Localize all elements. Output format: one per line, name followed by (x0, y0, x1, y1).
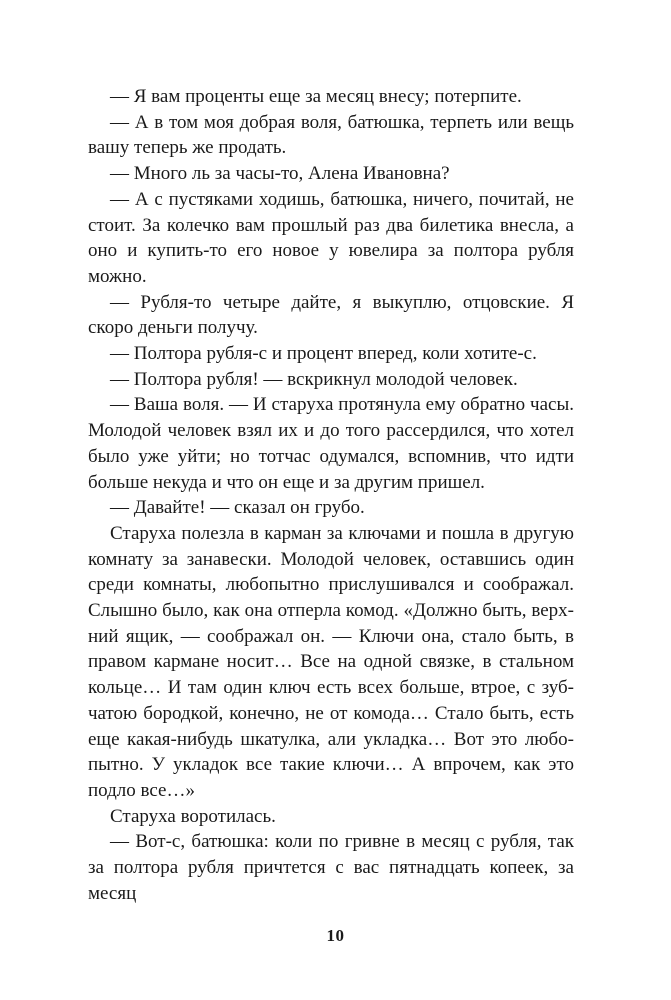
paragraph: — Ваша воля. — И старуха протянула ему обратно часы. Молодой человек взял их и до того рассердился, что хотел было уже уйти; но тотчас одумался, вспомнив, что идти больше некуда и что он еще и за другим пришел. (88, 394, 574, 493)
paragraph: Старуха воротилась. (110, 805, 276, 827)
paragraph: — Вот-с, батюшка: коли по гривне в месяц с рубля, так за полтора рубля причтется с вас пятнадцать копеек, за месяц (88, 831, 574, 904)
paragraph: — Полтора рубля! — вскрикнул молодой человек. (110, 368, 518, 390)
paragraph: — Давайте! — сказал он грубо. (110, 497, 365, 519)
paragraph: — А в том моя добрая воля, батюшка, терпеть или вещь вашу теперь же продать. (88, 111, 574, 159)
page-number: 10 (326, 926, 345, 945)
paragraph: — Полтора рубля-с и процент вперед, коли хотите-с. (110, 343, 537, 365)
paragraph: Старуха полезла в карман за ключами и пошла в другую комнату за занавески. Молодой человек, оставшись один среди комнаты, любопытно прислушивался и соображал. Слышно было, как она отперла комод. «Должно быть, верхний ящик, — соображал он. — Ключи она, стало быть, в правом кармане носит… Все на одной связке, в стальном кольце… И там один ключ есть всех больше, втрое, с зубчатою бородкой, конечно, не от комода… Стало быть, есть еще какая-нибудь шкатулка, али укладка… Вот это любопытно. У укладок все такие ключи… А впрочем, как это подло все…» (88, 522, 574, 801)
book-page-text (88, 84, 574, 907)
paragraph: — Я вам проценты еще за месяц внесу; потерпите. (110, 86, 522, 107)
paragraph: — А с пустяками ходишь, батюшка, ничего, почитай, не стоит. За колечко вам прошлый раз два билетика внесла, а оно и купить-то его новое у ювелира за полтора рубля можно. (88, 188, 574, 287)
paragraph: — Рубля-то четыре дайте, я выкуплю, отцовские. Я скоро деньги получу. (88, 291, 574, 339)
paragraph: — Много ль за часы-то, Алена Ивановна? (110, 163, 450, 185)
